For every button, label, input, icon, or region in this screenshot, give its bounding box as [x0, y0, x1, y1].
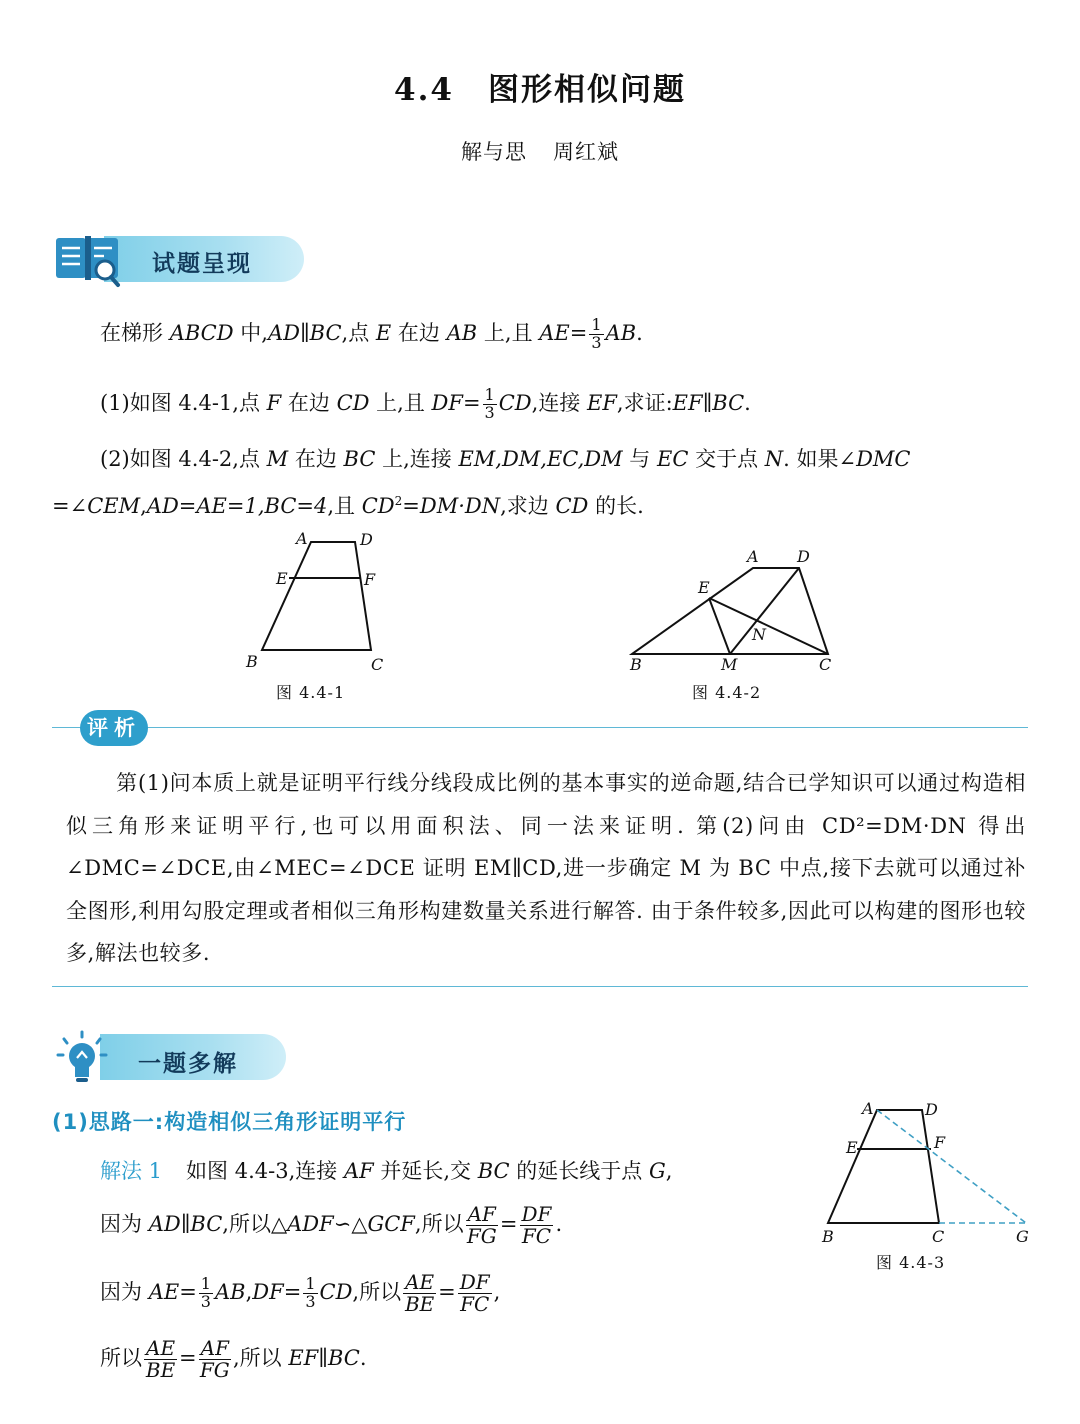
label-E: E	[846, 1138, 858, 1157]
label-A: A	[296, 529, 308, 548]
banner-label: 试题呈现	[152, 251, 252, 277]
solution-line-3: 因为 AE= $\frac{1}{3}$ AB,DF= $\frac{1}{3}$ CD,所以 $\frac{AE}{BE}$ = $\frac{DF}{FC}$ ,	[100, 1270, 501, 1316]
solution-line-4: 所以 $\frac{AE}{BE}$ = $\frac{AF}{FG}$ ,所以 EF∥BC.	[100, 1336, 367, 1382]
question-2: (2)如图 4.4-2,点 M 在边 BC 上,连接 EM,DM,EC,DM 与 EC 交于点 N. 如果∠DMC =∠CEM,AD=AE=1,BC=4,且 $CD^2=DM\cdot DN$,求边 CD 的长.	[52, 447, 911, 518]
trapezoid-abcd	[828, 1110, 939, 1223]
approach-subtitle: (1)思路一:构造相似三角形证明平行	[52, 1110, 407, 1134]
label-C: C	[371, 655, 384, 674]
solution-line-1: 解法 1 如图 4.4-3,连接 AF 并延长,交 BC 的延长线于点 G,	[100, 1159, 673, 1183]
label-A: A	[747, 547, 759, 566]
figure-4-4-1	[240, 528, 400, 678]
question-1: (1)如图 4.4-1,点 F 在边 CD 上,且 DF= $\frac{1}{3}$ CD,连接 EF,求证:EF∥BC.	[100, 385, 751, 422]
label-D: D	[360, 530, 373, 549]
label-M: M	[721, 655, 738, 674]
label-B: B	[822, 1227, 834, 1246]
fraction-ae-be: $\frac{AE}{BE}$	[404, 1270, 435, 1316]
fraction-one-third: $\frac{1}{3}$	[200, 1274, 211, 1311]
banner-label: 一题多解	[138, 1051, 238, 1077]
fraction-one-third: $\frac{1}{3}$	[305, 1274, 316, 1311]
lightbulb-icon	[52, 1028, 112, 1088]
analysis-text: 第(1)问本质上就是证明平行线分线段成比例的基本事实的逆命题,结合已学知识可以通过构造相似三角形来证明平行,也可以用面积法、同一法来证明. 第(2)问由 CD²=DM·DN 得出∠DMC=∠DCE,由∠MEC=∠DCE 证明 EM∥CD,进一步确定 M 为 BC 中点,接下去就可以通过补全图形,利用勾股定理或者相似三角形构建数量关系进行解答. 由于条件较多,因此可以构建的图形也较多,解法也较多.	[66, 771, 1026, 965]
label-D: D	[925, 1100, 938, 1119]
label-B: B	[246, 652, 258, 671]
label-C: C	[932, 1227, 945, 1246]
label-G: G	[1016, 1227, 1029, 1246]
fraction-af-fg: $\frac{AF}{FG}$	[199, 1336, 230, 1382]
fraction-af-fg: $\frac{AF}{FG}$	[466, 1202, 497, 1248]
method-label: 解法 1	[100, 1159, 163, 1183]
label-E: E	[698, 578, 710, 597]
label-F: F	[364, 570, 376, 589]
label-E: E	[276, 569, 288, 588]
label-C: C	[819, 655, 832, 674]
dashed-afg	[877, 1110, 1026, 1223]
fraction-one-third: $\frac{1}{3}$	[591, 315, 602, 352]
analysis-pill: 评析	[80, 710, 148, 746]
divider-top	[52, 727, 1028, 728]
section-banner-problem	[52, 232, 308, 296]
fraction-df-fc: $\frac{DF}{FC}$	[459, 1270, 490, 1316]
label-A: A	[862, 1099, 874, 1118]
column-name: 解与思	[461, 140, 527, 164]
book-magnifier-icon	[52, 232, 124, 296]
fraction-ae-be: $\frac{AE}{BE}$	[145, 1336, 176, 1382]
figure-4-4-2	[620, 540, 840, 680]
problem-intro: 在梯形 ABCD 中,AD∥BC,点 E 在边 AB 上,且 AE= $\frac{1}{3}$ AB.	[100, 315, 643, 352]
label-F: F	[934, 1133, 946, 1152]
solution-line-2: 因为 AD∥BC,所以△ADF∽△GCF,所以 $\frac{AF}{FG}$ = $\frac{DF}{FC}$ .	[100, 1202, 563, 1248]
fraction-one-third: $\frac{1}{3}$	[484, 385, 495, 422]
trapezoid-abcd	[262, 542, 371, 650]
caption-figure-4-4-2: 图 4.4-2	[692, 683, 762, 702]
caption-figure-4-4-3: 图 4.4-3	[876, 1253, 946, 1272]
fraction-df-fc: $\frac{DF}{FC}$	[521, 1202, 552, 1248]
page-title	[0, 64, 1080, 109]
section-banner-solutions	[52, 1028, 292, 1088]
figure-4-4-3	[812, 1096, 1042, 1246]
section-number: 4.4	[394, 72, 454, 108]
title-text: 图形相似问题	[487, 72, 686, 108]
author-line	[0, 136, 1080, 166]
author-name: 周红斌	[553, 140, 619, 164]
label-N: N	[752, 625, 766, 644]
label-B: B	[630, 655, 642, 674]
label-D: D	[797, 547, 810, 566]
caption-figure-4-4-1: 图 4.4-1	[276, 683, 346, 702]
divider-bottom	[52, 986, 1028, 987]
